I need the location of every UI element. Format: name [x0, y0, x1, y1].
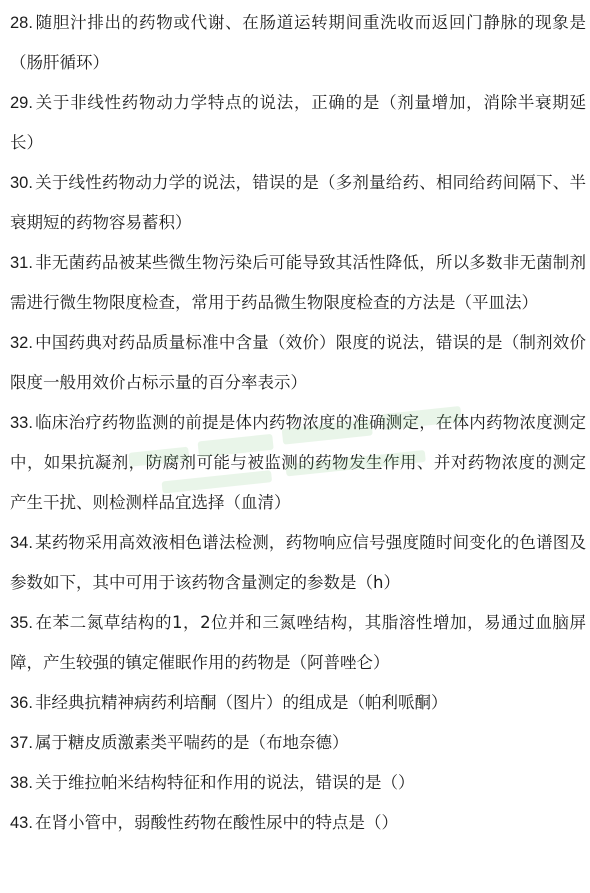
question-text: 中国药典对药品质量标准中含量（效价）限度的说法，错误的是（制剂效价限度一般用效价占标示量的百分率表示）: [10, 333, 586, 392]
question-number: 29.: [10, 94, 33, 112]
question-number: 43.: [10, 814, 33, 832]
question-36: [10, 683, 586, 723]
question-number: 35.: [10, 614, 33, 632]
question-text: 随胆汁排出的药物或代谢、在肠道运转期间重洗收而返回门静脉的现象是（肠肝循环）: [10, 13, 586, 72]
question-text: 某药物采用高效液相色谱法检测，药物响应信号强度随时间变化的色谱图及参数如下，其中可用于该药物含量测定的参数是（h）: [10, 533, 586, 592]
question-number: 33.: [10, 414, 33, 432]
question-number: 30.: [10, 174, 33, 192]
question-number: 37.: [10, 734, 33, 752]
question-number: 32.: [10, 334, 33, 352]
question-33: [10, 403, 586, 523]
question-35: [10, 603, 586, 683]
question-text: 临床治疗药物监测的前提是体内药物浓度的准确测定，在体内药物浓度测定中，如果抗凝剂，防腐剂可能与被监测的药物发生作用、并对药物浓度的测定产生干扰、则检测样品宜选择（血清）: [10, 413, 586, 512]
question-text: 属于糖皮质激素类平喘药的是（布地奈德）: [34, 733, 349, 752]
question-text: 关于线性药物动力学的说法，错误的是（多剂量给药、相同给药间隔下、半衰期短的药物容易蓄积）: [10, 173, 586, 232]
question-number: 38.: [10, 774, 33, 792]
question-43: [10, 803, 586, 843]
question-text: 关于非线性药物动力学特点的说法，正确的是（剂量增加，消除半衰期延长）: [10, 93, 586, 152]
question-38: [10, 763, 586, 803]
question-number: 28.: [10, 14, 33, 32]
question-text: 非无菌药品被某些微生物污染后可能导致其活性降低，所以多数非无菌制剂需进行微生物限度检查，常用于药品微生物限度检查的方法是（平皿法）: [10, 253, 586, 312]
question-37: [10, 723, 586, 763]
question-31: [10, 243, 586, 323]
question-29: [10, 83, 586, 163]
question-28: [10, 3, 586, 83]
question-34: [10, 523, 586, 603]
question-number: 34.: [10, 534, 33, 552]
question-text: 关于维拉帕米结构特征和作用的说法，错误的是（）: [34, 773, 415, 792]
question-number: 31.: [10, 254, 33, 272]
question-number: 36.: [10, 694, 33, 712]
question-text: 在肾小管中，弱酸性药物在酸性尿中的特点是（）: [34, 813, 398, 832]
question-32: [10, 323, 586, 403]
question-text: 在苯二氮草结构的1，2位并和三氮唑结构，其脂溶性增加，易通过血脑屏障，产生较强的镇定催眠作用的药物是（阿普唑仑）: [10, 613, 586, 672]
question-30: [10, 163, 586, 243]
question-text: 非经典抗精神病药利培酮（图片）的组成是（帕利哌酮）: [34, 693, 448, 712]
